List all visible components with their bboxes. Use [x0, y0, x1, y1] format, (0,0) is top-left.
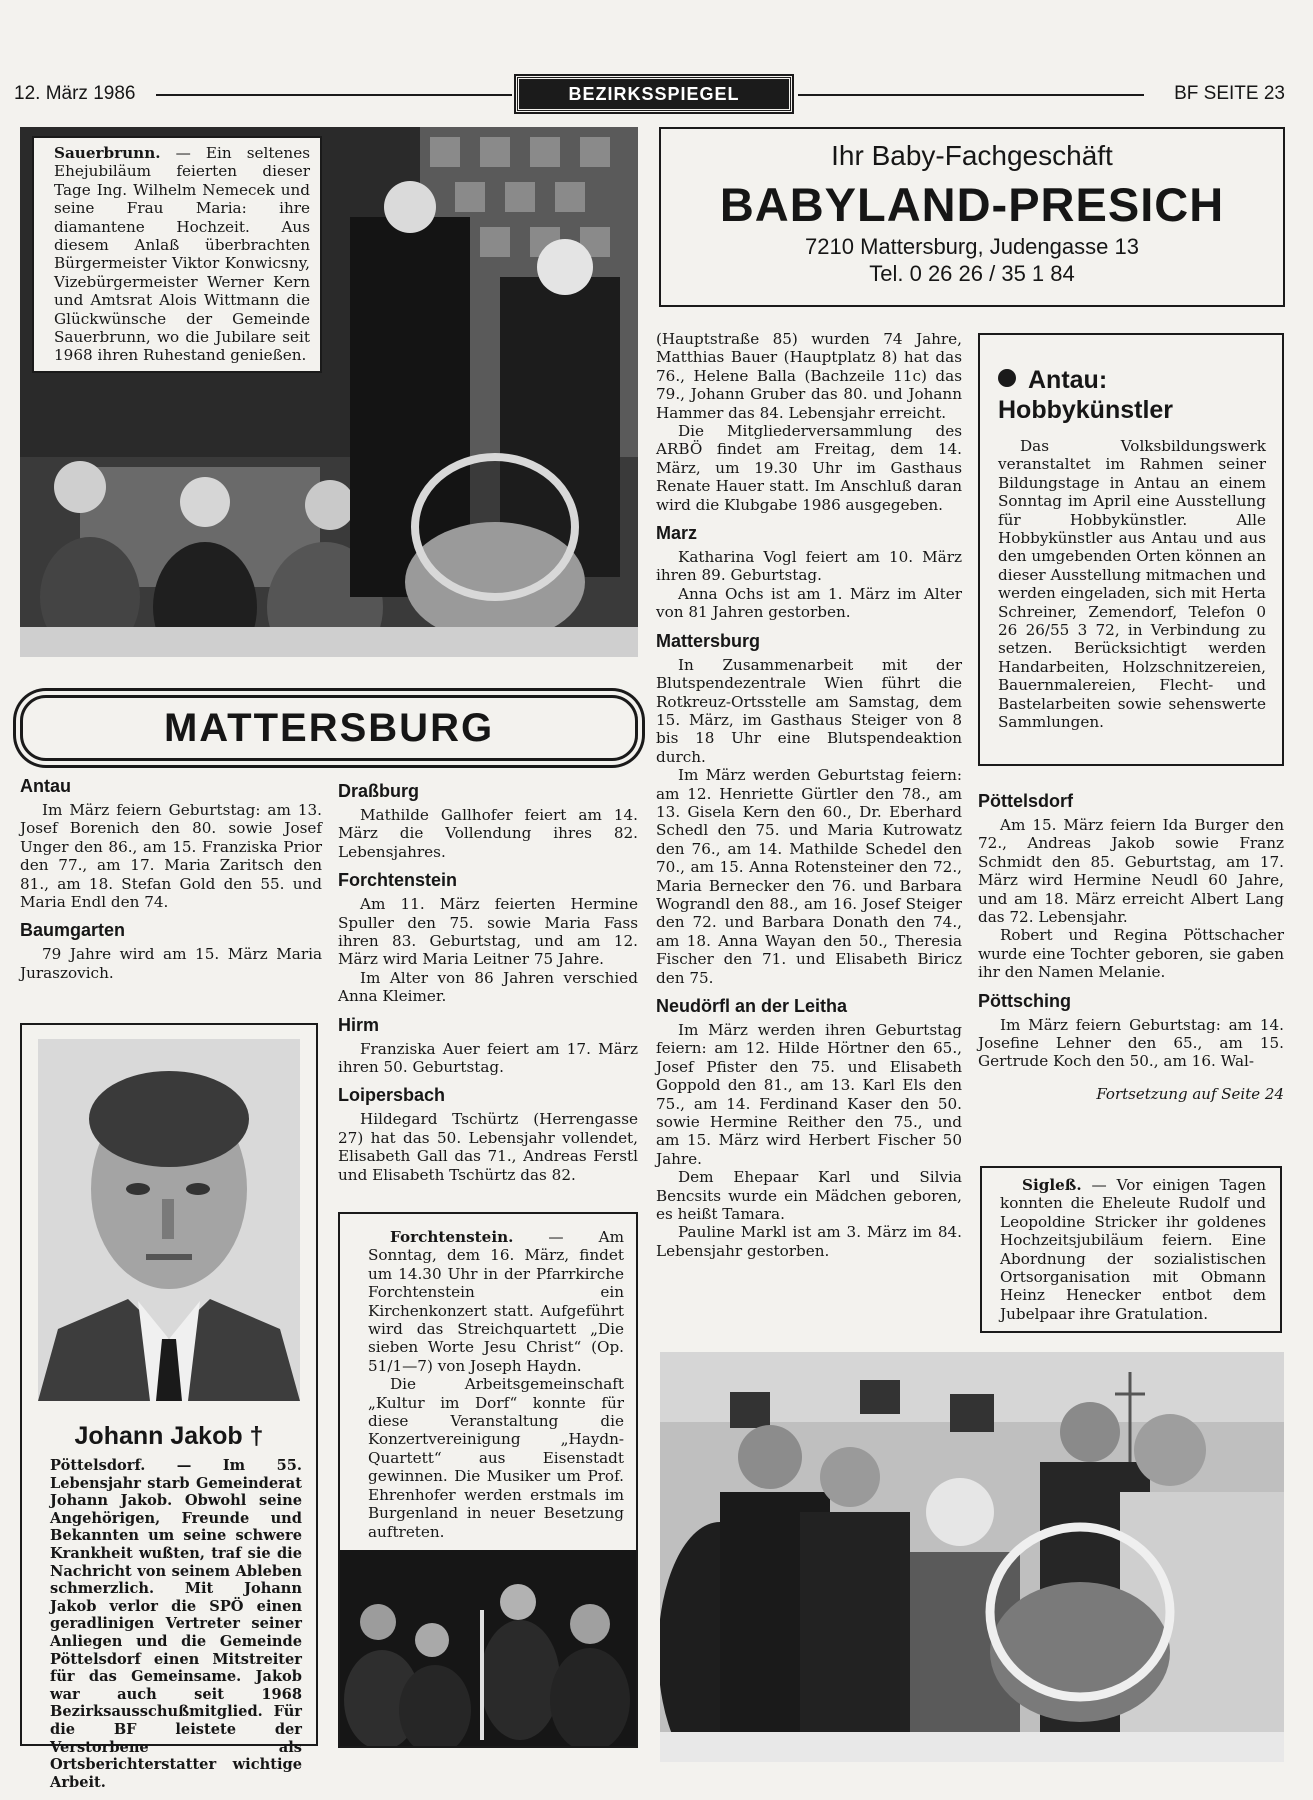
- text-antau: Im März feiern Geburtstag: am 13. Josef Borenich den 80. sowie Josef Unger den 86., am 15. Franziska Prior den 77., am 17. Maria Zaritsch den 81., am 18. Stefan Gold den 55. und Maria Endl den 74.: [20, 801, 322, 912]
- ad-phone: Tel. 0 26 26 / 35 1 84: [869, 261, 1075, 286]
- header-rule-left: [156, 94, 512, 96]
- hobby-text: Das Volksbildungswerk veranstaltet im Rahmen seiner Bildungstage in Antau an einem Sonntag im April eine Ausstellung für Hobbykünstler. Alle Hobbykünstler aus Antau und aus den umgebenden Orten können an dieser Ausstellung mitmachen und werden eingeladen, sich mit Herta Schreiner, Zemendorf, Telefon 0 26 26/55 3 72, in Verbindung zu setzen. Berücksichtigt werden Handarbeiten, Holzschnitzereien, Bauernmalereien, Flecht- und Bastelarbeiten sowie sehenswerte Sammlungen.: [998, 437, 1266, 732]
- bullet-icon: [998, 369, 1016, 387]
- text-mattersburg-1: In Zusammenarbeit mit der Blutspendezentrale Wien führt die Rotkreuz-Ortsstelle am Samstag, dem 15. März, im Gasthaus Steiger von 8 bis 18 Uhr eine Blutspendeaktion durch.: [656, 655, 962, 766]
- heading-drassburg: Draßburg: [338, 781, 419, 801]
- column-4: [978, 790, 1284, 1103]
- concert-text-2: Die Arbeitsgemeinschaft „Kultur im Dorf“ konnte für diese Veranstaltung die Konzertvereinigung „Haydn-Quartett“ aus Eisenstadt gewinnen. Die Musiker um Prof. Ehrenhofer werden erstmals im Burgenland in neuer Besetzung auftreten.: [368, 1375, 624, 1541]
- heading-hirm: Hirm: [338, 1014, 380, 1035]
- heading-marz: Marz: [656, 523, 698, 544]
- issue-date: 12. März 1986: [14, 83, 136, 104]
- ad-name: BABYLAND-PRESICH: [719, 178, 1225, 231]
- photo-quartet: [340, 1550, 636, 1746]
- concert-place: Forchtenstein.: [390, 1228, 514, 1246]
- section-title: BEZIRKSSPIEGEL: [516, 76, 792, 112]
- text-continued-1: (Hauptstraße 85) wurden 74 Jahre, Matthias Bauer (Hauptplatz 8) hat das 76., Helene Balla (Bachzeile 11c) das 79., Johann Gruber das 80. und Johann Hammer das 84. Lebensjahr erreicht.: [656, 330, 962, 422]
- column-1: [20, 775, 322, 982]
- text-marz-1: Katharina Vogl feiert am 10. März ihren 89. Geburtstag.: [656, 548, 962, 585]
- text-baumgarten: 79 Jahre wird am 15. März Maria Juraszovich.: [20, 945, 322, 982]
- heading-loipersbach: Loipersbach: [338, 1085, 446, 1106]
- obituary-box: [20, 1023, 318, 1791]
- text-mattersburg-2: Im März werden Geburtstag feiern: am 12. Henriette Gürtler den 78., am 13. Gisela Kern den 60., Dr. Eberhard Schedl den 75. und Maria Kutrowatz den 76., am 14. Mathilde Schedel den 70., am 15. Anna Rotensteiner den 72., Maria Bernecker den 76. und Barbara Wograndl den 88., am 16. Josef Steiger den 72. und Barbara Donath den 74., am 18. Anna Wayan den 50., Theresia Fischer den 71. und Elisabeth Biricz den 75.: [656, 766, 962, 987]
- concert-text-1: — Am Sonntag, dem 16. März, findet um 14.30 Uhr in der Pfarrkirche Forchtenstein ein Kirchenkonzert statt. Aufgeführt wird das Streichquartett „Die sieben Worte Jesu Christ“ (Op. 51/1—7) von Joseph Haydn.: [368, 1228, 624, 1375]
- caption-sauerbrunn: [32, 136, 322, 373]
- text-poettelsdorf-1: Am 15. März feiern Ida Burger den 72., Andreas Jakob sowie Franz Schmidt den 85. Geburtstag, am 17. März wird Hermine Neudl 60 Jahre, und am 18. März erreicht Albert Lang das 72. Lebensjahr.: [978, 816, 1284, 927]
- obituary-name: Johann Jakob †: [74, 1422, 264, 1450]
- obituary-text: Pöttelsdorf. — Im 55. Lebensjahr starb Gemeinderat Johann Jakob. Obwohl seine Angehörigen, Freunde und Bekannten um seine schwere Krankheit wußten, traf sie die Nachricht von seinem Ableben schmerzlich. Mit Johann Jakob verlor die SPÖ einen geradlinigen Vertreter seiner Anliegen und die Gemeinde Pöttelsdorf einen Mitstreiter für das Gemeinsame. Jakob war auch seit 1968 Bezirksausschußmitglied. Für die BF leistete der Verstorbene als Ortsberichterstatter wichtige Arbeit.: [50, 1457, 302, 1791]
- ad-address: 7210 Mattersburg, Judengasse 13: [805, 234, 1139, 259]
- heading-poettelsdorf: Pöttelsdorf: [978, 791, 1074, 811]
- continued-note: Fortsetzung auf Seite 24: [1096, 1084, 1284, 1103]
- text-neudoerfl-3: Pauline Markl ist am 3. März im 84. Lebensjahr gestorben.: [656, 1223, 962, 1260]
- hobby-heading-1: Antau:: [1028, 366, 1108, 394]
- hobby-heading-2: Hobbykünstler: [998, 396, 1174, 424]
- heading-poettsching: Pöttsching: [978, 990, 1071, 1011]
- text-forchtenstein-1: Am 11. März feierten Hermine Spuller den 75. sowie Maria Fass ihren 83. Geburtstag, und am 12. März wird Maria Leitner 75 Jahre.: [338, 895, 638, 969]
- caption-sigless-place: Sigleß.: [1022, 1176, 1082, 1194]
- ad-tagline: Ihr Baby-Fachgeschäft: [831, 140, 1113, 171]
- text-poettsching: Im März feiern Geburtstag: am 14. Josefine Lehner den 65., am 15. Gertrude Koch den 50., am 16. Wal-: [978, 1015, 1284, 1071]
- heading-forchtenstein: Forchtenstein: [338, 870, 458, 891]
- text-loipersbach: Hildegard Tschürtz (Herrengasse 27) hat das 50. Lebensjahr vollendet, Elisabeth Gall das 71., Andreas Ferstl und Elisabeth Tschürtz das 82.: [338, 1110, 638, 1184]
- region-banner: MATTERSBURG: [20, 695, 638, 761]
- text-neudoerfl-1: Im März werden ihren Geburtstag feiern: am 12. Hilde Hörtner den 65., Josef Pfister den 75. und Elisabeth Goppold den 81., am 13. Karl Els den 75., am 14. Ferdinand Kaser den 50. sowie Hermine Reither den 75., und am 15. März wird Herbert Fischer 50 Jahre.: [656, 1021, 962, 1168]
- column-2: [338, 780, 638, 1184]
- text-neudoerfl-2: Dem Ehepaar Karl und Silvia Bencsits wurde ein Mädchen geboren, es heißt Tamara.: [656, 1168, 962, 1224]
- header-rule-right: [798, 94, 1144, 96]
- heading-neudoerfl: Neudörfl an der Leitha: [656, 996, 848, 1016]
- photo-portrait: [38, 1039, 300, 1401]
- text-forchtenstein-2: Im Alter von 86 Jahren verschied Anna Kleimer.: [338, 968, 638, 1006]
- caption-sigless: [980, 1166, 1282, 1333]
- text-marz-2: Anna Ochs ist am 1. März im Alter von 81 Jahren gestorben.: [656, 584, 962, 622]
- heading-mattersburg: Mattersburg: [656, 630, 761, 651]
- hobby-heading: [998, 365, 1173, 425]
- caption-place: Sauerbrunn.: [54, 144, 161, 162]
- text-arboe: Die Mitgliederversammlung des ARBÖ findet am Freitag, dem 14. März, um 19.30 Uhr im Gasthaus Renate Hauer statt. Im Anschluß daran wird die Klubgabe 1986 ausgegeben.: [656, 422, 962, 514]
- hobby-box: [978, 333, 1284, 766]
- caption-text: — Ein seltenes Ehejubiläum feierten dieser Tage Ing. Wilhelm Nemecek und seine Frau Maria: ihre diamantene Hochzeit. Aus diesem Anlaß überbrachten Bürgermeister Viktor Konwicsny, Vizebürgermeister Werner Kern und Amtsrat Alois Wittmann die Glückwünsche der Gemeinde Sauerbrunn, wo die Jubilare seit 1968 ihren Ruhestand genießen.: [54, 144, 310, 365]
- heading-baumgarten: Baumgarten: [20, 920, 126, 941]
- advertisement-babyland: [659, 127, 1285, 307]
- caption-sigless-text: — Vor einigen Tagen konnten die Eheleute Rudolf und Leopoldine Stricker ihr goldenes Hochzeitsjubiläum feiern. Eine Abordnung der sozialistischen Ortsorganisation mit Obmann Heinz Henecker entbot dem Jubelpaar ihre Gratulation.: [1000, 1176, 1266, 1323]
- column-3: [656, 330, 962, 1260]
- page-number: BF SEITE 23: [1174, 83, 1285, 104]
- photo-sigless: [660, 1352, 1284, 1762]
- text-drassburg: Mathilde Gallhofer feiert am 14. März die Vollendung ihres 82. Lebensjahres.: [338, 806, 638, 861]
- concert-box: [338, 1212, 638, 1748]
- concert-text: [368, 1228, 624, 1541]
- heading-antau: Antau: [20, 776, 71, 796]
- text-hirm: Franziska Auer feiert am 17. März ihren 50. Geburtstag.: [338, 1039, 638, 1077]
- text-poettelsdorf-2: Robert und Regina Pöttschacher wurde eine Tochter geboren, sie gaben ihr den Namen Melanie.: [978, 926, 1284, 982]
